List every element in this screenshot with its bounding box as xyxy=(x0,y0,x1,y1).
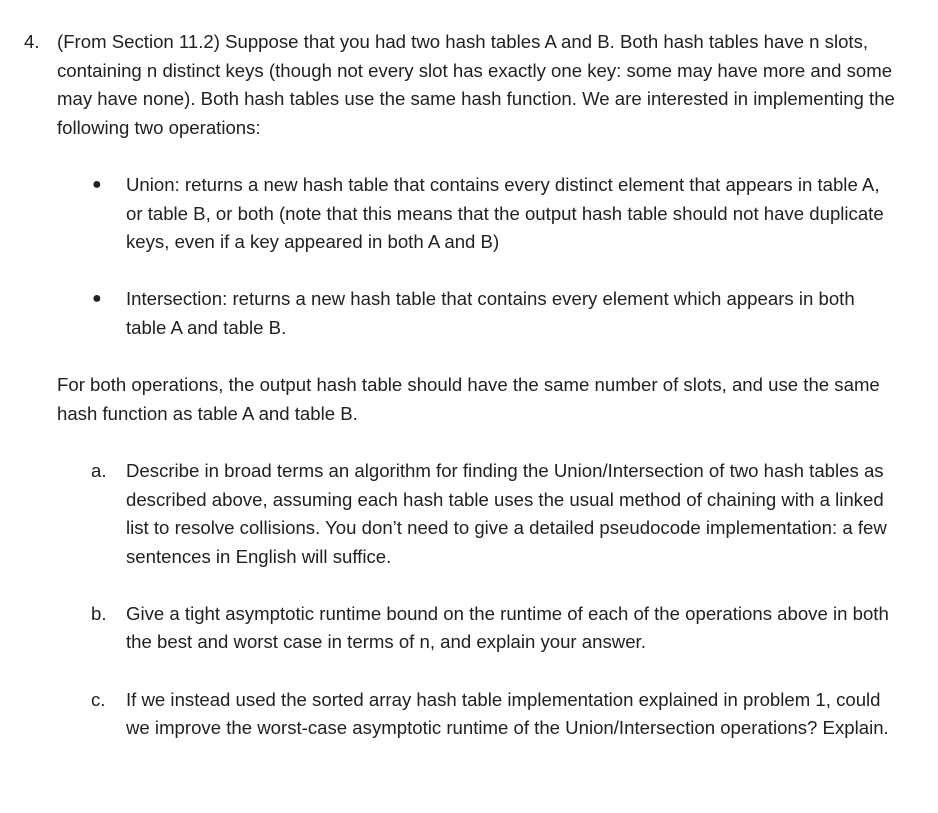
operations-list xyxy=(0,171,938,343)
bullet-icon: ● xyxy=(92,290,102,308)
subquestion-b xyxy=(0,600,938,657)
list-item-union xyxy=(0,171,938,257)
subquestion-label: a. xyxy=(91,459,107,481)
problem-intro-row xyxy=(0,28,938,142)
subquestion-c xyxy=(0,686,938,743)
problem-intro: (From Section 11.2) Suppose that you had two hash tables A and B. Both hash tables have n slots, containing n distinct keys (though not every slot has exactly one key: some may have more and some may have none). Both hash tables use the same hash function. We are interested in implementing the following two operations: xyxy=(57,31,895,138)
subquestion-label: c. xyxy=(91,688,106,710)
subquestion-label: b. xyxy=(91,602,107,624)
subquestion-text: Describe in broad terms an algorithm for finding the Union/Intersection of two hash tables as described above, assuming each hash table uses the usual method of chaining with a linked list to resolve collisions. You don’t need to give a detailed pseudocode implementation: a few sentences in English will suffice. xyxy=(126,459,887,567)
subquestion-text: If we instead used the sorted array hash table implementation explained in problem 1, could we improve the worst-case asymptotic runtime of the Union/Intersection operations? Explain. xyxy=(126,688,889,739)
both-operations-paragraph: For both operations, the output hash table should have the same number of slots, and use the same hash function as table A and table B. xyxy=(57,374,880,424)
list-item-intersection xyxy=(0,285,938,342)
problem-4 xyxy=(0,28,938,771)
union-description: Union: returns a new hash table that contains every distinct element that appears in table A, or table B, or both (note that this means that the output hash table should not have duplicate keys, even if a key appeared in both A and B) xyxy=(126,173,884,253)
bullet-icon: ● xyxy=(92,175,102,193)
subquestion-a xyxy=(0,457,938,571)
subquestion-text: Give a tight asymptotic runtime bound on the runtime of each of the operations above in both the best and worst case in terms of n, and explain your answer. xyxy=(126,602,889,653)
problem-number: 4. xyxy=(24,31,40,52)
subquestions-list xyxy=(0,457,938,743)
intersection-description: Intersection: returns a new hash table that contains every element which appears in both table A and table B. xyxy=(126,288,855,338)
